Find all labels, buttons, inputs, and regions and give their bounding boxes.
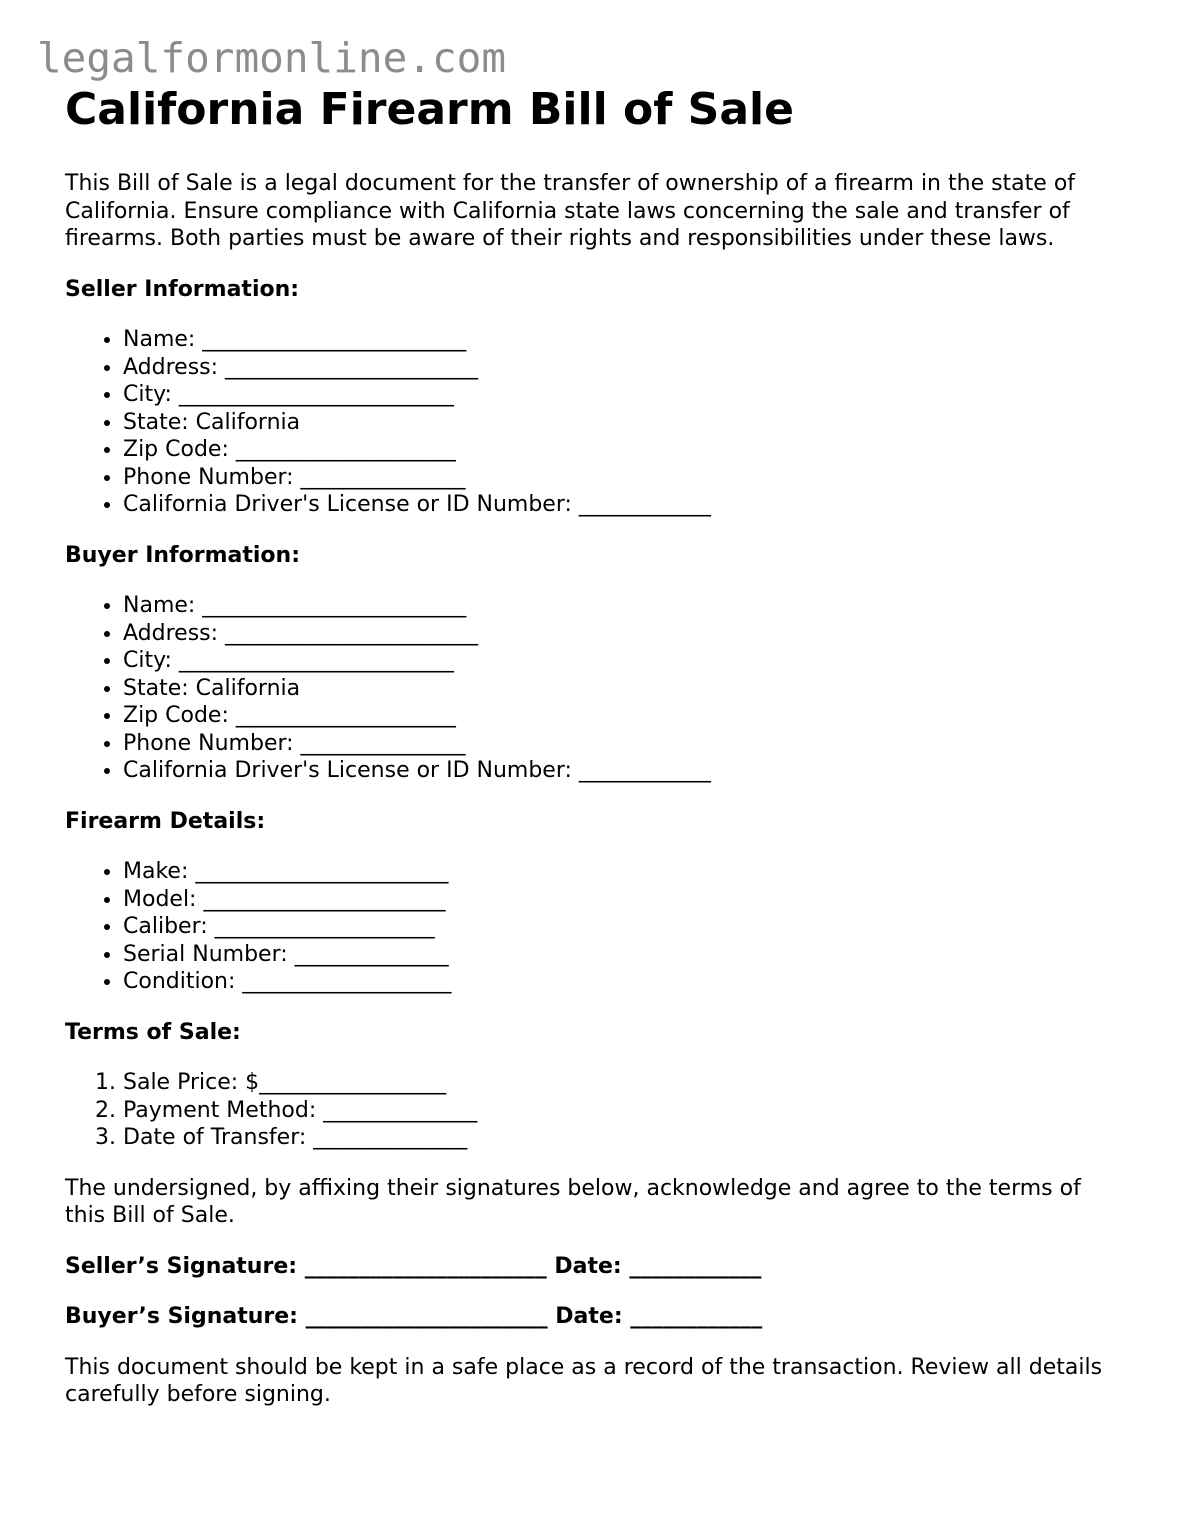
list-item: • Make: _______________________	[123, 858, 1115, 886]
seller-signature-line: Seller’s Signature: ______________________ Date: ____________	[65, 1253, 762, 1279]
document-title: California Firearm Bill of Sale	[65, 84, 794, 135]
buyer-info-heading: Buyer Information:	[65, 542, 300, 568]
list-item: • Phone Number: _______________	[123, 730, 1115, 758]
list-item: 2. Payment Method: ______________	[123, 1097, 1115, 1125]
list-item: • California Driver's License or ID Number: ____________	[123, 757, 1115, 785]
list-item: • State: California	[123, 409, 1115, 437]
list-item: • Condition: ___________________	[123, 968, 1115, 996]
list-item: • Model: ______________________	[123, 886, 1115, 914]
list-item: • Caliber: ____________________	[123, 913, 1115, 941]
document-body	[65, 84, 1115, 1409]
list-item: • Zip Code: ____________________	[123, 702, 1115, 730]
seller-info-heading: Seller Information:	[65, 276, 300, 302]
acknowledgement-paragraph: The undersigned, by affixing their signatures below, acknowledge and agree to the terms of this Bill of Sale.	[65, 1175, 1081, 1228]
list-item: • Name: ________________________	[123, 592, 1115, 620]
list-item: • City: _________________________	[123, 647, 1115, 675]
buyer-info-list	[65, 592, 1115, 785]
list-item: • State: California	[123, 675, 1115, 703]
terms-of-sale-heading: Terms of Sale:	[65, 1019, 241, 1045]
closing-paragraph: This document should be kept in a safe place as a record of the transaction. Review all details carefully before signing.	[65, 1354, 1103, 1407]
list-item: • Zip Code: ____________________	[123, 436, 1115, 464]
list-item: • City: _________________________	[123, 381, 1115, 409]
list-item: • Address: _______________________	[123, 354, 1115, 382]
seller-info-list	[65, 326, 1115, 519]
buyer-signature-line: Buyer’s Signature: ______________________ Date: ____________	[65, 1304, 763, 1329]
intro-paragraph: This Bill of Sale is a legal document for the transfer of ownership of a firearm in the state of California. Ensure compliance with California state laws concerning the sale and transfer of firearms. Both parties must be aware of their rights and responsibilities under these laws.	[65, 171, 1076, 251]
list-item: 1. Sale Price: $_________________	[123, 1069, 1115, 1097]
firearm-details-heading: Firearm Details:	[65, 808, 266, 834]
list-item: • Address: _______________________	[123, 620, 1115, 648]
list-item: • California Driver's License or ID Number: ____________	[123, 491, 1115, 519]
firearm-details-list	[65, 858, 1115, 996]
list-item: • Serial Number: ______________	[123, 941, 1115, 969]
terms-of-sale-list	[65, 1069, 1115, 1152]
watermark: legalformonline.com	[37, 34, 506, 82]
list-item: • Name: ________________________	[123, 326, 1115, 354]
list-item: 3. Date of Transfer: ______________	[123, 1124, 1115, 1152]
list-item: • Phone Number: _______________	[123, 464, 1115, 492]
